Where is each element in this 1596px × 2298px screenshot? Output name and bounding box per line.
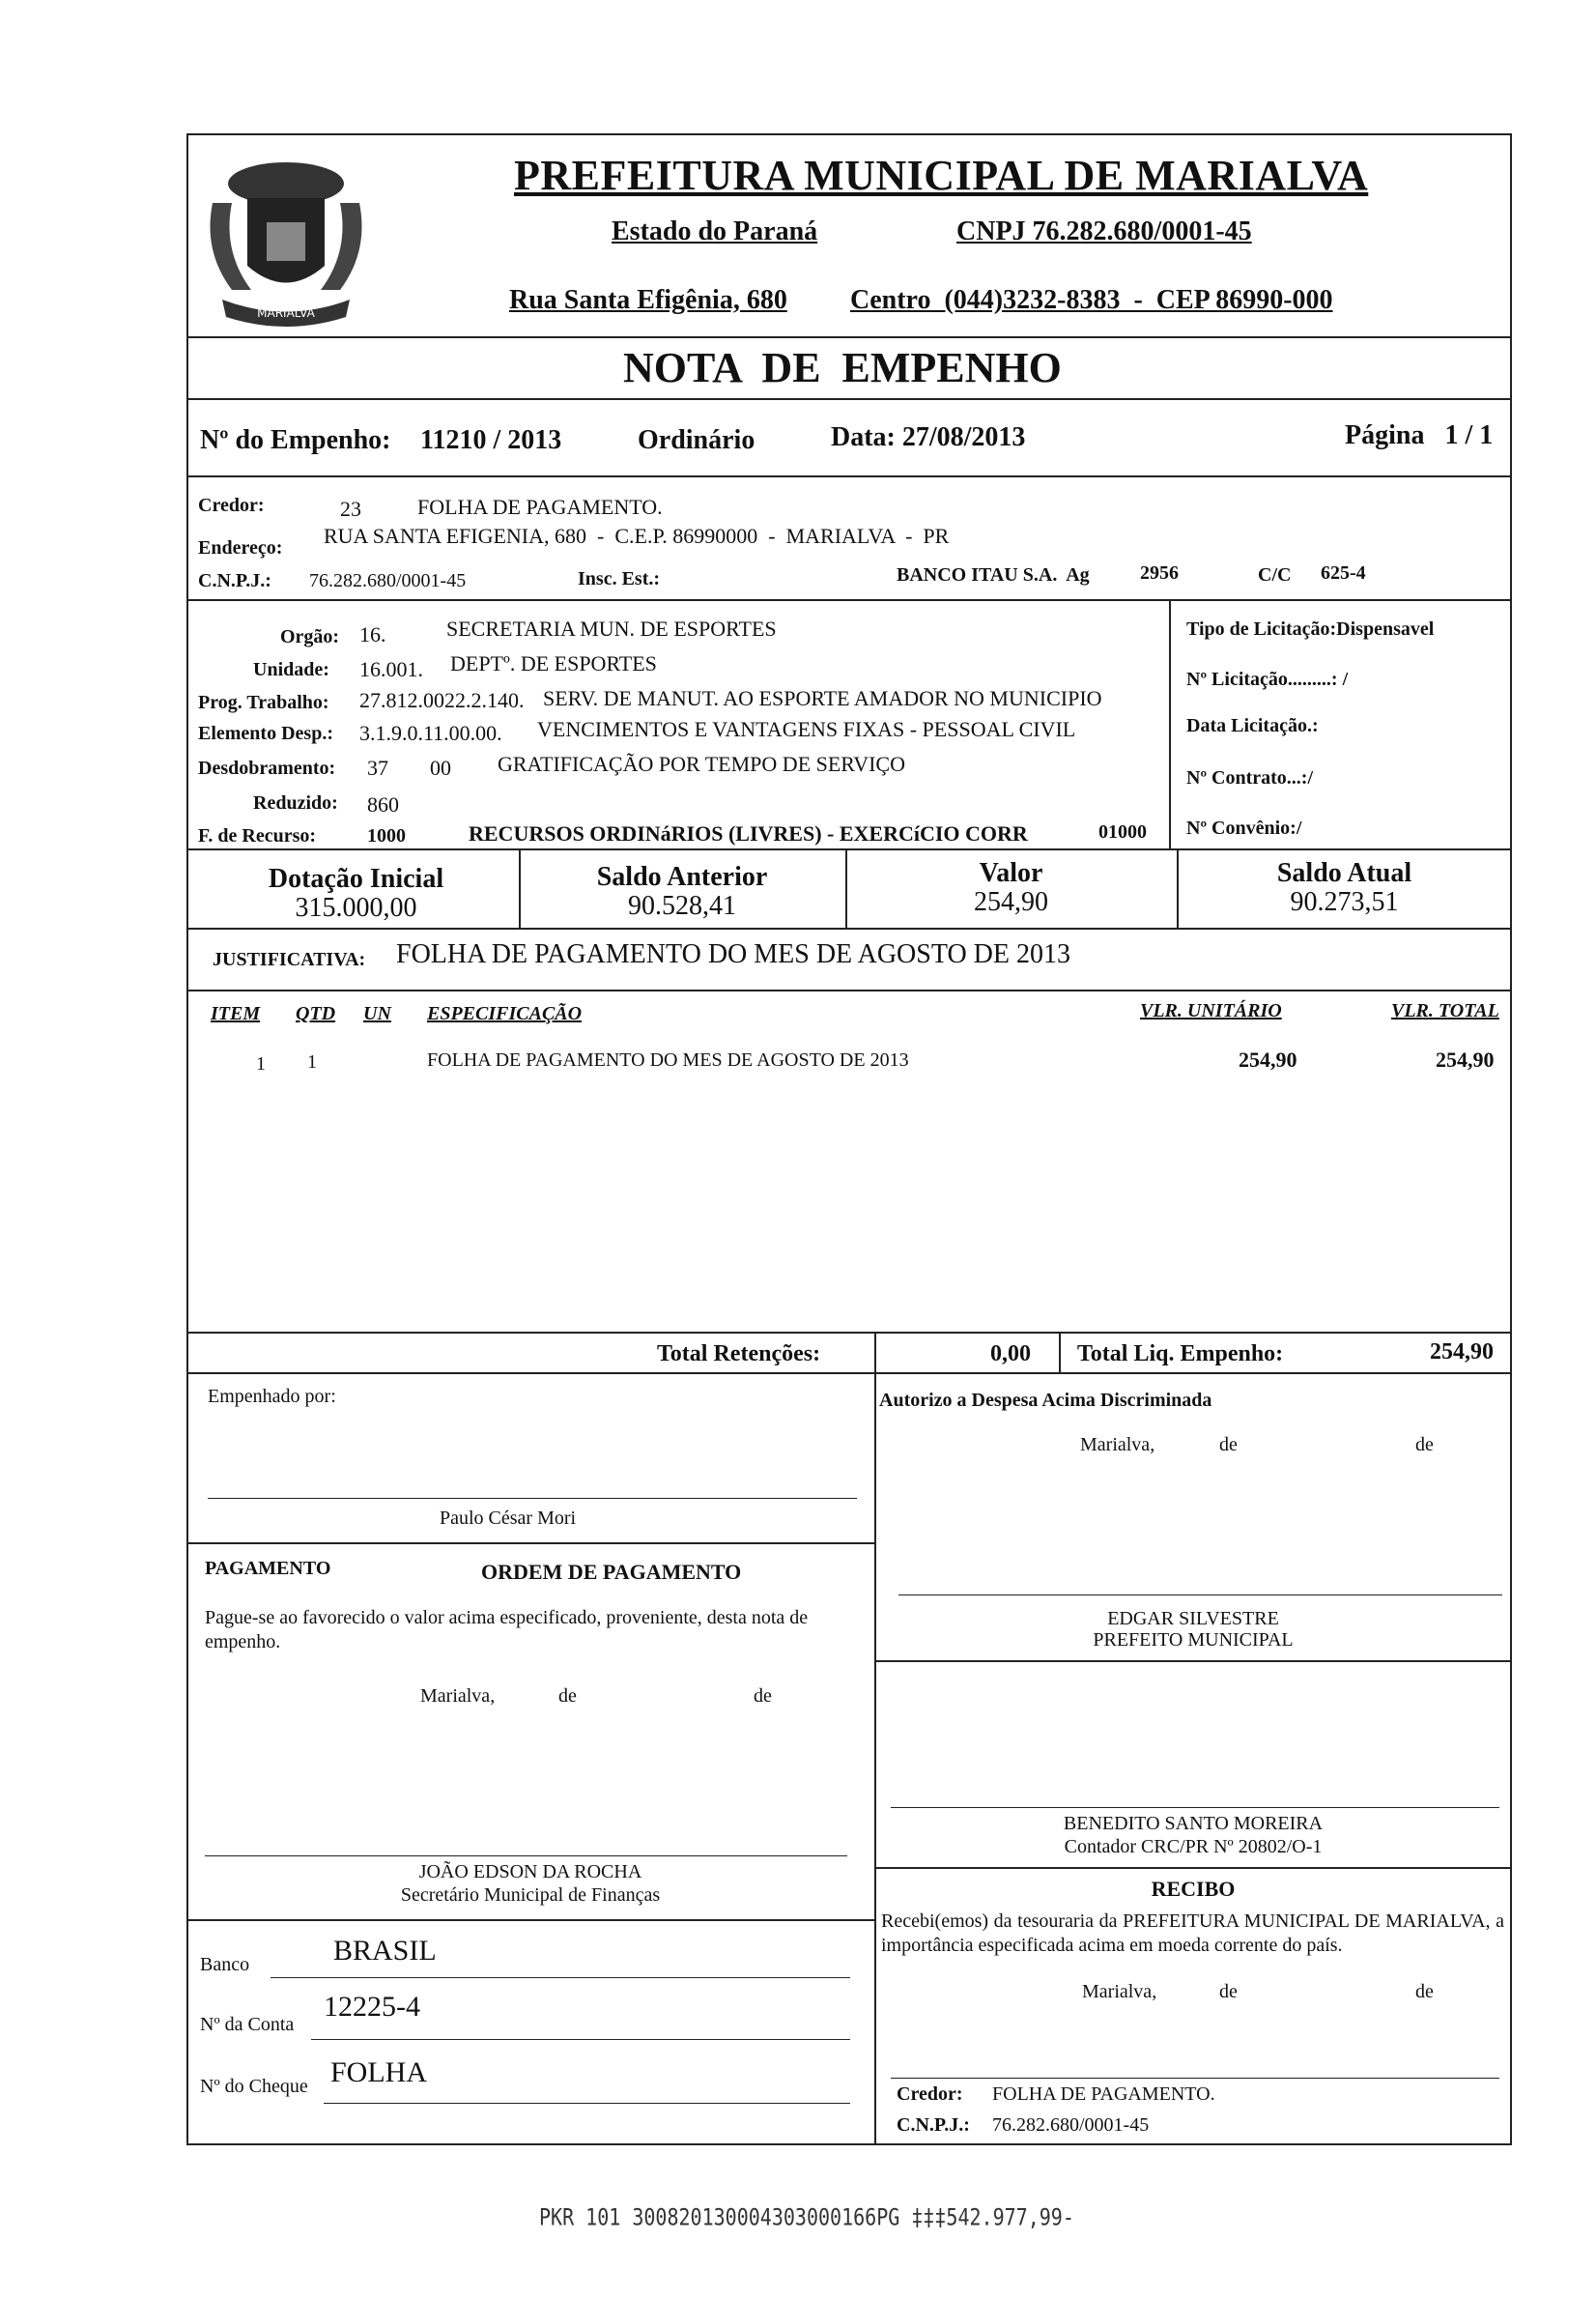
empenho-date: Data: 27/08/2013 [831, 422, 1026, 452]
col-header-un: UN [363, 1003, 391, 1024]
elemento-desp-label: Elemento Desp.: [198, 723, 333, 744]
cheque-label: Nº do Cheque [200, 2076, 308, 2097]
prefeito-role: PREFEITO MUNICIPAL [1093, 1629, 1294, 1651]
licitacao-tipo-text: Tipo de Licitação:Dispensavel [1186, 618, 1435, 640]
district-phone-cep: Centro (044)3232-8383 - CEP 86990-000 [850, 285, 1333, 315]
divider [186, 398, 1512, 400]
orgao-name: SECRETARIA MUN. DE ESPORTES [446, 617, 777, 641]
recurso-name: RECURSOS ORDINáRIOS (LIVRES) - EXERCíCIO CORR [469, 821, 1028, 846]
licitacao-numero: Nº Licitação.........: / [1186, 669, 1349, 690]
reduzido-label: Reduzido: [253, 792, 338, 814]
autorizo-de-1: de [1219, 1434, 1238, 1455]
licitacao-tipo [1186, 618, 1434, 641]
unidade-code: 16.001. [359, 657, 423, 681]
divider [874, 1372, 876, 2145]
recurso-label: F. de Recurso: [198, 825, 317, 847]
credor-label: Credor: [198, 495, 265, 516]
justificativa-label: JUSTIFICATIVA: [213, 949, 366, 970]
prog-trabalho-label: Prog. Trabalho: [198, 692, 329, 713]
divider [186, 1919, 874, 1921]
unidade-label: Unidade: [253, 659, 329, 680]
divider [186, 928, 1512, 930]
prefeito-name: EDGAR SILVESTRE [1107, 1608, 1279, 1629]
recibo-de-1: de [1219, 1981, 1238, 2002]
saldo-atual-label: Saldo Atual [1276, 858, 1412, 888]
empenhado-por-label: Empenhado por: [208, 1386, 336, 1407]
divider [874, 1660, 1512, 1662]
pagamento-de-2: de [754, 1685, 772, 1707]
saldo-anterior-label: Saldo Anterior [596, 862, 768, 892]
recibo-de-2: de [1415, 1981, 1434, 2002]
row-especificacao: FOLHA DE PAGAMENTO DO MES DE AGOSTO DE 2013 [427, 1049, 909, 1071]
divider [186, 1332, 1512, 1334]
footer-code: PKR 101 300820130004303000166PG ‡‡‡542.977,99- [539, 2202, 1074, 2231]
recurso-code: 1000 [367, 825, 406, 847]
prog-trabalho-name: SERV. DE MANUT. AO ESPORTE AMADOR NO MUNICIPIO [543, 686, 1102, 710]
empenhado-signer: Paulo César Mori [440, 1508, 577, 1529]
licitacao-data: Data Licitação.: [1186, 715, 1319, 736]
signature-line [898, 1594, 1502, 1595]
pagamento-de-1: de [558, 1685, 577, 1707]
unidade-name: DEPTº. DE ESPORTES [450, 651, 657, 675]
divider [186, 599, 1512, 601]
justificativa-text: FOLHA DE PAGAMENTO DO MES DE AGOSTO DE 2013 [396, 939, 1070, 969]
pagamento-label: PAGAMENTO [205, 1558, 331, 1579]
contador-role: Contador CRC/PR Nº 20802/O-1 [1064, 1836, 1323, 1857]
divider [186, 475, 1512, 477]
recibo-city: Marialva, [1082, 1981, 1157, 2002]
banco-label: Banco [200, 1954, 250, 1975]
divider [1059, 1332, 1061, 1372]
bank-agency: 2956 [1140, 562, 1179, 584]
credor-name: FOLHA DE PAGAMENTO. [417, 495, 663, 519]
col-header-especificacao: ESPECIFICAÇÃO [427, 1003, 583, 1024]
pagamento-text: Pague-se ao favorecido o valor acima especificado, proveniente, desta nota de empenho. [205, 1607, 809, 1652]
row-qtd: 1 [307, 1051, 317, 1073]
svg-text:MARIALVA: MARIALVA [257, 306, 315, 320]
recurso-number: 01000 [1098, 821, 1147, 843]
contrato-number: Nº Contrato...:/ [1186, 767, 1314, 789]
col-header-unit-value: VLR. UNITÁRIO [1140, 1000, 1282, 1021]
signature-line [891, 2078, 1499, 2079]
divider [1169, 599, 1171, 848]
recibo-text: Recebi(emos) da tesouraria da PREFEITURA MUNICIPAL DE MARIALVA, a importância especificada acima em moeda corrente do país. [881, 1910, 1504, 1956]
elemento-desp-name: VENCIMENTOS E VANTAGENS FIXAS - PESSOAL CIVIL [537, 717, 1076, 741]
col-header-item: ITEM [211, 1003, 261, 1024]
saldo-anterior-value: 90.528,41 [628, 891, 736, 921]
total-liquido-label: Total Liq. Empenho: [1077, 1341, 1284, 1366]
prog-trabalho-code: 27.812.0022.2.140. [359, 688, 525, 712]
insc-est-label: Insc. Est.: [578, 568, 661, 589]
conta-line [311, 2039, 850, 2040]
cheque-line [324, 2103, 850, 2104]
row-item: 1 [256, 1053, 266, 1075]
divider [186, 336, 1512, 338]
banco-line [271, 1977, 850, 1978]
banco-value: BRASIL [333, 1935, 437, 1967]
row-total-value: 254,90 [1436, 1048, 1495, 1072]
empenho-number-label: Nº do Empenho: [200, 425, 391, 455]
total-retencoes-value: 0,00 [990, 1341, 1031, 1366]
valor-label: Valor [979, 858, 1043, 888]
signature-line [208, 1498, 857, 1499]
col-header-qtd: QTD [296, 1003, 336, 1024]
divider [186, 1372, 1512, 1374]
document-title: NOTA DE EMPENHO [623, 344, 1062, 391]
orgao-code: 16. [359, 622, 386, 646]
autorizo-city: Marialva, [1080, 1434, 1155, 1455]
recibo-cnpj-label: C.N.P.J.: [897, 2114, 970, 2136]
divider [186, 990, 1512, 991]
cnpj-label: C.N.P.J.: [198, 570, 271, 591]
autorizo-label: Autorizo a Despesa Acima Discriminada [879, 1390, 1212, 1411]
convenio-number: Nº Convênio:/ [1186, 818, 1302, 839]
cnpj-header: CNPJ 76.282.680/0001-45 [956, 216, 1252, 246]
col-header-total-value: VLR. TOTAL [1391, 1000, 1499, 1021]
endereco-value: RUA SANTA EFIGENIA, 680 - C.E.P. 86990000 - MARIALVA - PR [324, 524, 950, 548]
cnpj-value: 76.282.680/0001-45 [309, 570, 467, 591]
bank-name: BANCO ITAU S.A. Ag [897, 564, 1090, 586]
saldo-atual-value: 90.273,51 [1290, 887, 1399, 917]
valor-value: 254,90 [974, 887, 1048, 917]
coat-of-arms-logo [193, 145, 379, 338]
desdobramento-code: 37 [367, 756, 388, 780]
desdobramento-label: Desdobramento: [198, 758, 336, 779]
conta-value: 12225-4 [324, 1991, 420, 2023]
address-label: Rua Santa Efigênia, 680 [509, 285, 787, 315]
empenho-type: Ordinário [638, 425, 755, 455]
desdobramento-name: GRATIFICAÇÃO POR TEMPO DE SERVIÇO [498, 752, 905, 776]
pagamento-city: Marialva, [420, 1685, 496, 1707]
signature-line [891, 1807, 1499, 1808]
divider [186, 848, 1512, 850]
prefeitura-title: PREFEITURA MUNICIPAL DE MARIALVA [514, 152, 1369, 199]
recibo-credor-label: Credor: [897, 2083, 963, 2105]
cc-label: C/C [1258, 564, 1292, 586]
divider [186, 1542, 874, 1544]
signature-line [205, 1855, 847, 1856]
dotacao-label: Dotação Inicial [268, 864, 444, 894]
ordem-pagamento-label: ORDEM DE PAGAMENTO [481, 1560, 742, 1584]
secretario-name: JOÃO EDSON DA ROCHA [418, 1861, 642, 1882]
conta-label: Nº da Conta [200, 2014, 295, 2035]
total-liquido-value: 254,90 [1430, 1339, 1494, 1364]
autorizo-de-2: de [1415, 1434, 1434, 1455]
row-unit-value: 254,90 [1239, 1048, 1297, 1072]
desdobramento-sub: 00 [430, 756, 451, 780]
secretario-role: Secretário Municipal de Finanças [400, 1884, 661, 1906]
orgao-label: Orgão: [280, 626, 340, 647]
empenho-number: 11210 / 2013 [420, 425, 562, 455]
state-label: Estado do Paraná [612, 216, 818, 246]
page-number: Página 1 / 1 [1345, 420, 1494, 450]
elemento-desp-code: 3.1.9.0.11.00.00. [359, 721, 502, 745]
credor-code: 23 [340, 497, 361, 521]
dotacao-value: 315.000,00 [295, 893, 417, 923]
cc-value: 625-4 [1321, 562, 1366, 584]
recibo-credor-value: FOLHA DE PAGAMENTO. [992, 2083, 1215, 2105]
recibo-title: RECIBO [1151, 1877, 1236, 1901]
contador-name: BENEDITO SANTO MOREIRA [1063, 1813, 1324, 1834]
divider [874, 1332, 876, 1372]
cheque-value: FOLHA [330, 2056, 428, 2088]
reduzido-value: 860 [367, 792, 399, 817]
recibo-cnpj-value: 76.282.680/0001-45 [992, 2114, 1150, 2136]
endereco-label: Endereço: [198, 537, 283, 559]
divider [874, 1867, 1512, 1869]
total-retencoes-label: Total Retenções: [657, 1341, 821, 1366]
